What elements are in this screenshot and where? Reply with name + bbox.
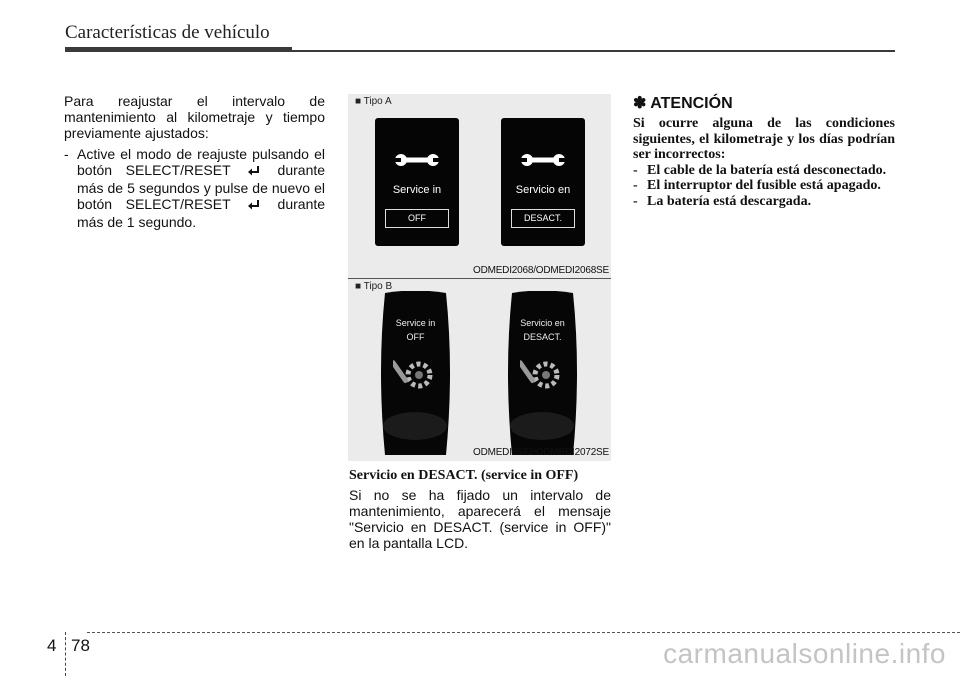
item-dash: - [633,162,638,178]
attention-item [633,163,895,179]
attention-item [633,178,895,194]
lcd-screen-a-english [375,118,459,246]
reset-instruction-text [77,146,325,230]
item-dash: - [633,178,638,193]
instruction-part-2: durante más de 5 segundos y pulse de nuevo el botón SELECT/RESET [77,162,326,212]
figure-b-label: ■ Tipo B [355,281,393,292]
lcd-line-2: OFF [406,332,425,342]
footer-divider [65,632,66,676]
enter-return-icon [247,198,261,214]
figure-type-b [348,279,611,461]
item-text: La batería está descargada. [647,193,812,209]
figure-section-body: Si no se ha fijado un intervalo de mantenimiento, aparecerá el mensaje "Servicio en DESACT. (service in OFF)" en la pantalla LCD. [349,487,611,551]
figure-type-a [348,94,611,279]
figure-section-title: Servicio en DESACT. (service in OFF) [349,468,579,483]
item-text: El cable de la batería está desconectado. [647,162,887,178]
figure-b-caption: ODMEDI2072/ODMEDI2072SE [472,447,609,458]
wrench-icon [519,150,567,170]
figure-a-caption: ODMEDI2068/ODMEDI2068SE [472,265,609,276]
wrench-gear-icon [393,353,437,393]
attention-heading: ✽ ATENCIÓN [633,95,733,112]
bullet-dash: - [64,146,69,162]
lcd-line-2: DESACT. [523,332,562,342]
lcd-line-1: Servicio en [515,184,571,196]
instruction-part-1: Active el modo de reajuste pulsando el botón SELECT/RESET [77,146,325,178]
page-header-title: Características de vehículo [65,22,270,43]
footer-page-number: 78 [71,636,90,655]
item-text: El interruptor del fusible está apagado. [647,178,881,193]
wrench-gear-icon [520,353,564,393]
attention-item [633,194,895,210]
instruction-part-3: durante más de 1 segundo. [77,196,326,230]
footer-rule [87,632,960,633]
figure-a-label: ■ Tipo A [355,96,392,107]
lcd-button-box: DESACT. [511,209,575,228]
lcd-line-1: Service in [395,318,436,328]
attention-section [633,93,895,209]
lcd-line-1: Servicio en [520,318,565,328]
wrench-icon [393,150,441,170]
watermark-text: carmanualsonline.info [663,638,946,669]
reset-intro-text: Para reajustar el intervalo de mantenimiento al kilometraje y tiempo previamente ajustados: [64,93,325,141]
lcd-button-box: OFF [385,209,449,228]
lcd-screen-b-english [371,291,460,457]
header-rule-thick [65,47,292,52]
enter-return-icon [247,164,261,180]
footer-chapter-number: 4 [47,636,57,655]
lcd-screen-a-spanish [501,118,585,246]
attention-body [633,116,895,209]
lcd-line-1: Service in [392,184,442,196]
left-column [64,93,325,230]
attention-intro: Si ocurre alguna de las condiciones siguientes, el kilometraje y los días podrían ser incorrectos: [633,116,895,162]
reset-instruction-item [64,146,325,230]
lcd-screen-b-spanish [498,291,587,457]
header-rule-thin [292,50,895,52]
item-dash: - [633,193,638,209]
